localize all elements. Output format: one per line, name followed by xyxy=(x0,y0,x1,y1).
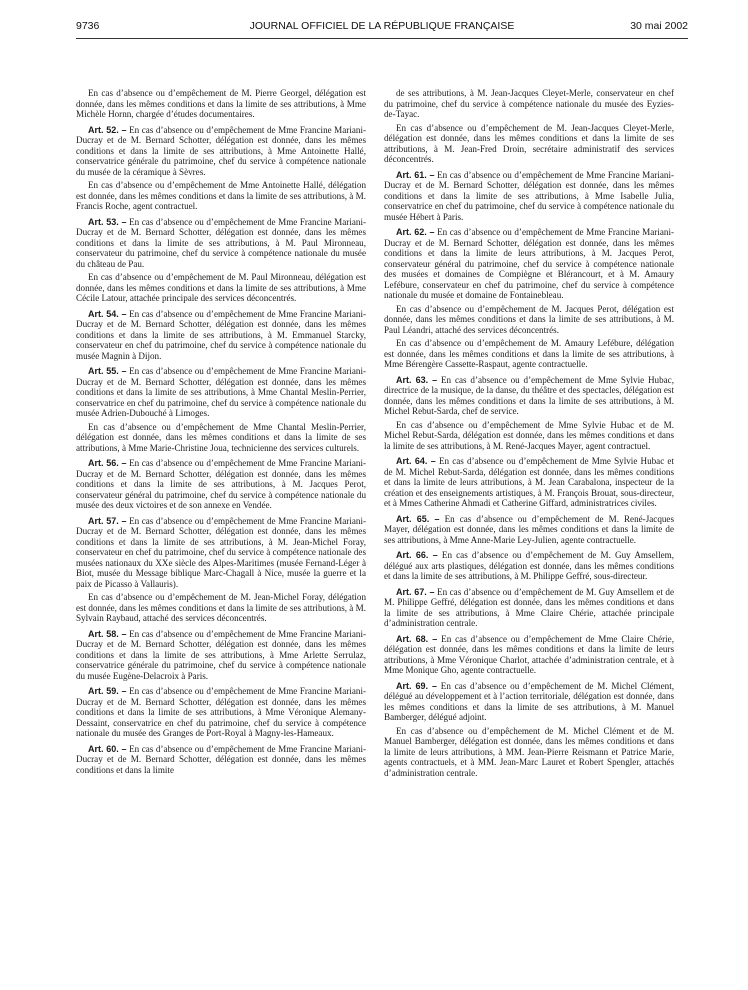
paragraph-text: En cas d’absence ou d’empêchement de Mme Francine Mariani-Ducray et de M. Bernard Schotter, délégation est donnée, dans les mêmes conditions et dans la limite xyxy=(76,743,366,775)
paragraph-text: En cas d’absence ou d’empêchement de Mme Francine Mariani-Ducray et de M. Bernard Schotter, délégation est donnée, dans les mêmes conditions et dans la limite de ses attributions, à Mme Véronique Alemany-Dessaint, conservatrice en chef du patrimoine, chef du service à compétence nationale du musée des Granges de Port-Royal à Magny-les-Hameaux. xyxy=(76,686,366,738)
article-paragraph xyxy=(384,587,674,629)
paragraph-text: En cas d’absence ou d’empêchement de Mme Francine Mariani-Ducray et de M. Bernard Schotter, délégation est donnée, dans les mêmes conditions et dans la limite de ses attributions, à M. Jacques Perot, conservateur général du patrimoine, chef du service à compétence nationale du musée des deux victoires et de son annexe en Vendée. xyxy=(76,458,366,510)
paragraph xyxy=(384,726,674,779)
paragraph xyxy=(384,123,674,165)
article-paragraph xyxy=(76,629,366,682)
article-label: Art. 68. – xyxy=(396,633,438,644)
left-column xyxy=(76,88,366,778)
article-label: Art. 59. – xyxy=(88,686,127,696)
article-paragraph xyxy=(76,309,366,362)
article-label: Art. 63. – xyxy=(396,374,438,385)
article-label: Art. 58. – xyxy=(88,628,127,639)
paragraph-text: En cas d’absence ou d’empêchement de Mme Sylvie Hubac et de M. Michel Rebut-Sarda, délégation est donnée, dans les mêmes conditions et dans la limite de leurs attributions, à M. Jean Carabalona, inspecteur de la création et des enseignements artistiques, à M. François Brouat, sous-directeur, et à Mmes Catherine Ahmadi et Catherine Giffard, administratrices civiles. xyxy=(384,456,674,508)
paragraph xyxy=(384,88,674,120)
article-label: Art. 53. – xyxy=(88,216,127,227)
article-paragraph xyxy=(76,686,366,739)
article-paragraph xyxy=(384,227,674,301)
article-paragraph xyxy=(384,456,674,509)
paragraph-text: En cas d’absence ou d’empêchement de Mme Sylvie Hubac, directrice de la musique, de la danse, du théâtre et des spectacles, délégation est donnée, dans les mêmes conditions et dans la limite de ses attributions, à M. Michel Rebut-Sarda, chef de service. xyxy=(384,374,674,416)
article-paragraph xyxy=(76,744,366,776)
paragraph-text: de ses attributions, à M. Jean-Jacques Cleyet-Merle, conservateur en chef du patrimoine, chef du service à compétence nationale du musée des Eyzies-de-Tayac. xyxy=(384,88,674,119)
paragraph-text: En cas d’absence ou d’empêchement de Mme Francine Mariani-Ducray et de M. Bernard Schotter, délégation est donnée, dans les mêmes conditions et dans la limite de ses attributions, à M. Emmanuel Starcky, conservateur en chef du patrimoine, chef du service à compétence nationale du musée Magnin à Dijon. xyxy=(76,308,366,361)
paragraph-text: En cas d’absence ou d’empêchement de Mme Francine Mariani-Ducray et de M. Bernard Schotter, délégation est donnée, dans les mêmes conditions et dans la limite de ses attributions, à Mme Arlette Serrulaz, conservatrice générale du patrimoine, chef du service à compétence nationale du musée Eugène-Delacroix à Paris. xyxy=(76,628,366,681)
paragraph-text: En cas d’absence ou d’empêchement de Mme Chantal Meslin-Perrier, délégation est donnée, dans les mêmes conditions et dans la limite de ses attributions, à Mme Marie-Christine Joua, technicienne des services culturels. xyxy=(76,421,366,453)
article-label: Art. 52. – xyxy=(88,124,127,135)
article-label: Art. 61. – xyxy=(396,169,435,180)
article-label: Art. 64. – xyxy=(396,456,436,466)
article-paragraph xyxy=(384,681,674,723)
article-label: Art. 60. – xyxy=(88,743,127,754)
article-label: Art. 67. – xyxy=(396,586,435,597)
paragraph-text: En cas d’absence ou d’empêchement de Mme Antoinette Hallé, délégation est donnée, dans les mêmes conditions et dans la limite de ses attributions, à M. Francis Roche, agent contractuel. xyxy=(76,180,366,211)
article-paragraph xyxy=(384,634,674,676)
paragraph xyxy=(76,88,366,120)
paragraph-text: En cas d’absence ou d’empêchement de M. Guy Amsellem et de M. Philippe Geffré, délégation est donnée, dans les mêmes conditions et dans la limite de ses attributions, à Mme Claire Chérie, attachée principale d’administration centrale. xyxy=(384,586,674,628)
article-paragraph xyxy=(384,375,674,417)
article-paragraph xyxy=(76,125,366,178)
paragraph-text: En cas d’absence ou d’empêchement de Mme Francine Mariani-Ducray et de M. Bernard Schotter, délégation est donnée, dans les mêmes conditions et dans la limite de ses attributions, à Mme Isabelle Julia, conservatrice en chef du patrimoine, chef du service à compétence nationale du musée Hébert à Paris. xyxy=(384,169,674,222)
header-rule xyxy=(76,38,688,39)
paragraph-text: En cas d’absence ou d’empêchement de M. Jean-Michel Foray, délégation est donnée, dans les mêmes conditions et dans la limite de ses attributions, à M. Sylvain Raybaud, attaché des services déconcentrés. xyxy=(76,592,366,623)
page-number: 9736 xyxy=(76,20,100,32)
issue-date: 30 mai 2002 xyxy=(630,20,688,32)
paragraph-text: En cas d’absence ou d’empêchement de M. Jacques Perot, délégation est donnée, dans les mêmes conditions et dans la limite de ses attributions, à M. Paul Léandri, attaché des services déconcentrés. xyxy=(384,303,674,335)
article-label: Art. 69. – xyxy=(396,680,438,691)
paragraph-text: En cas d’absence ou d’empêchement de M. Michel Clément et de M. Manuel Bamberger, délégation est donnée, dans les mêmes conditions et dans la limite de leurs attributions, à MM. Jean-Pierre Reismann et Patrice Marie, agents contractuels, et à MM. Jean-Marc Lauret et Robert Spengler, attachés d’administration centrale. xyxy=(384,725,674,778)
article-label: Art. 65. – xyxy=(396,513,440,524)
paragraph-text: En cas d’absence ou d’empêchement de M. Pierre Georgel, délégation est donnée, dans les mêmes conditions et dans la limite de ses attributions, à Mme Michèle Hornn, chargée d’études documentaires. xyxy=(76,88,366,119)
paragraph-text: En cas d’absence ou d’empêchement de M. René-Jacques Mayer, délégation est donnée, dans les mêmes conditions et dans la limite de ses attributions, à Mme Anne-Marie Ley-Julien, agente contractuelle. xyxy=(384,513,674,545)
paragraph xyxy=(384,420,674,452)
article-label: Art. 56. – xyxy=(88,458,127,468)
article-paragraph xyxy=(76,366,366,419)
paragraph xyxy=(76,422,366,454)
right-column xyxy=(384,88,674,781)
article-label: Art. 54. – xyxy=(88,308,127,319)
article-label: Art. 62. – xyxy=(396,227,435,237)
article-paragraph xyxy=(384,550,674,582)
paragraph-text: En cas d’absence ou d’empêchement de Mme Francine Mariani-Ducray et de M. Bernard Schotter, délégation est donnée, dans les mêmes conditions et dans la limite de leurs attributions, à M. Jacques Perot, conservateur général du patrimoine, chef du service à compétence nationale des musées et domaines de Compiègne et Blérancourt, et à M. Amaury Lefébure, conservateur en chef du patrimoine, chef du service à compétence nationale du musée et domaine de Fontainebleau. xyxy=(384,227,674,300)
article-paragraph xyxy=(384,514,674,546)
paragraph-text: En cas d’absence ou d’empêchement de Mme Francine Mariani-Ducray et de M. Bernard Schotter, délégation est donnée, dans les mêmes conditions et dans la limite de ses attributions, à M. Jean-Michel Foray, conservateur en chef du patrimoine, chef du service à compétence nationale des musées nationaux du XXe siècle des Alpes-Maritimes (musée Fernand-Léger à Biot, musée du Message biblique Marc-Chagall à Nice, musée la guerre et la paix de Picasso à Vallauris). xyxy=(76,515,366,589)
paragraph xyxy=(76,272,366,304)
article-label: Art. 55. – xyxy=(88,366,127,376)
paragraph-text: En cas d’absence ou d’empêchement de M. Guy Amsellem, délégué aux arts plastiques, délégation est donnée, dans les mêmes conditions et dans la limite de ses attributions, à M. Philippe Geffré, sous-directeur. xyxy=(384,550,674,581)
paragraph xyxy=(384,338,674,370)
article-label: Art. 66. – xyxy=(396,550,438,560)
article-label: Art. 57. – xyxy=(88,515,127,526)
article-paragraph xyxy=(76,516,366,590)
paragraph-text: En cas d’absence ou d’empêchement de M. Amaury Lefébure, délégation est donnée, dans les mêmes conditions et dans la limite de ses attributions, à Mme Bérengère Cassette-Raspaut, agente contractuelle. xyxy=(384,338,674,369)
article-paragraph xyxy=(384,170,674,223)
paragraph-text: En cas d’absence ou d’empêchement de M. Paul Mironneau, délégation est donnée, dans les mêmes conditions et dans la limite de ses attributions, à Mme Cécile Latour, attachée principale des services déconcentrés. xyxy=(76,272,366,303)
paragraph-text: En cas d’absence ou d’empêchement de M. Jean-Jacques Cleyet-Merle, délégation est donnée, dans les mêmes conditions et dans la limite de ses attributions, à M. Jean-Fred Droin, secrétaire administratif des services déconcentrés. xyxy=(384,122,674,164)
article-paragraph xyxy=(76,217,366,270)
paragraph-text: En cas d’absence ou d’empêchement de Mme Francine Mariani-Ducray et de M. Bernard Schotter, délégation est donnée, dans les mêmes conditions et dans la limite de ses attributions, à Mme Chantal Meslin-Perrier, conservatrice en chef du patrimoine, chef du service à compétence nationale du musée Adrien-Dubouché à Limoges. xyxy=(76,366,366,418)
journal-title: JOURNAL OFFICIEL DE LA RÉPUBLIQUE FRANÇAISE xyxy=(249,20,515,32)
paragraph-text: En cas d’absence ou d’empêchement de Mme Francine Mariani-Ducray et de M. Bernard Schotter, délégation est donnée, dans les mêmes conditions et dans la limite de ses attributions, à Mme Antoinette Hallé, conservatrice générale du patrimoine, chef du service à compétence nationale du musée de la céramique à Sèvres. xyxy=(76,124,366,177)
paragraph-text: En cas d’absence ou d’empêchement de M. Michel Clément, délégué au développement et à l’action territoriale, délégation est donnée, dans les mêmes conditions et dans la limite de ses attributions, à M. Manuel Bamberger, délégué adjoint. xyxy=(384,680,674,722)
paragraph xyxy=(76,592,366,624)
paragraph xyxy=(76,180,366,212)
article-paragraph xyxy=(76,458,366,511)
paragraph-text: En cas d’absence ou d’empêchement de Mme Claire Chérie, délégation est donnée, dans les mêmes conditions et dans la limite de leurs attributions, à Mme Véronique Charlot, attachée d’administration centrale, et à Mme Monique Gho, agente contractuelle. xyxy=(384,633,674,675)
paragraph-text: En cas d’absence ou d’empêchement de Mme Francine Mariani-Ducray et de M. Bernard Schotter, délégation est donnée, dans les mêmes conditions et dans la limite de ses attributions, à M. Paul Mironneau, conservateur du patrimoine, chef du service à compétence nationale du musée du château de Pau. xyxy=(76,216,366,269)
page-header xyxy=(76,20,688,36)
paragraph xyxy=(384,304,674,336)
paragraph-text: En cas d’absence ou d’empêchement de Mme Sylvie Hubac et de M. Michel Rebut-Sarda, délégation est donnée, dans les mêmes conditions et dans la limite de ses attributions, à M. René-Jacques Mayer, agent contractuel. xyxy=(384,419,674,451)
